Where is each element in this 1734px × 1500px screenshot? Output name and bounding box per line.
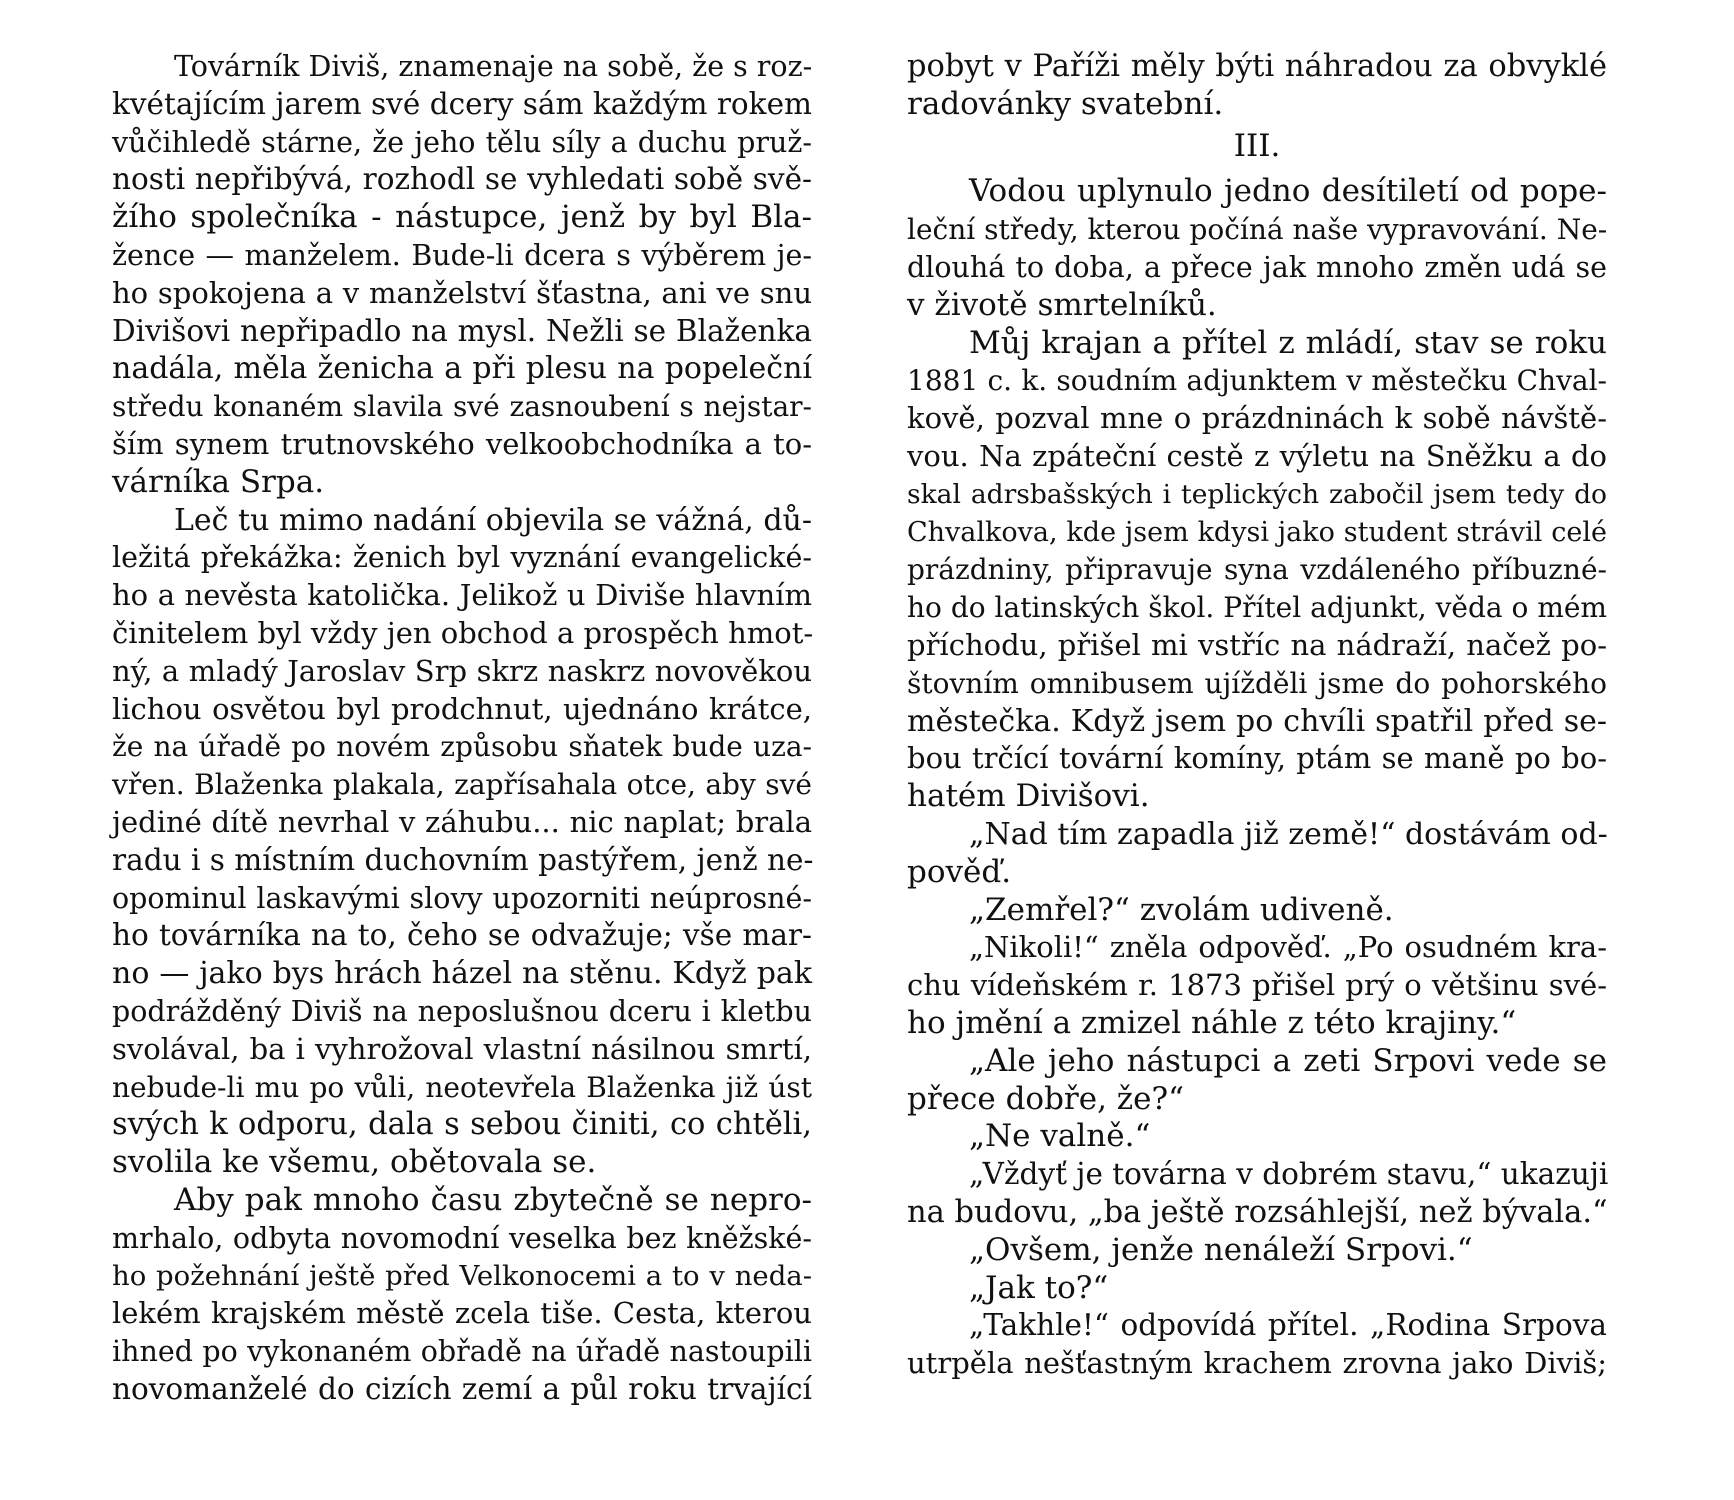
text-line: příchodu, přišel mi vstříc na nádraží, načež po- [907,627,1607,662]
text-line: „Ne valně.“ [969,1118,1151,1155]
text-line: Továrník Diviš, znamenaje na sobě, že s roz- [174,50,813,83]
text-line: „Vždyť je továrna v dobrém stavu,“ ukazuji [969,1157,1609,1192]
text-line: Vodou uplynulo jedno desítiletí od pope- [969,173,1607,210]
left-column [112,48,812,1409]
text-line: podrážděný Diviš na neposlušnou dceru i kletbu [112,994,812,1028]
text-line: ho spokojena a v manželství šťastna, ani ve snu [112,275,812,310]
text-line: no — jako bys hrách házel na stěnu. Když pak [112,956,812,992]
right-column [907,48,1607,1383]
text-line: bou trčící tovární komíny, ptám se maně po bo- [907,741,1607,776]
text-line: ho továrníka na to, čeho se odvažuje; vše mar- [112,918,812,953]
text-line: skal adrsbašských i teplických zabočil jsem tedy do [907,478,1607,510]
text-line: ležitá překážka: ženich byl vyznání evangelické- [112,541,812,575]
text-line: svých k odporu, dala s sebou činiti, co chtěli, [112,1107,812,1143]
text-line: ho požehnání ještě před Velkonocemi a to v neda- [112,1259,812,1292]
text-line: mrhalo, odbyta novomodní veselka bez kněžské- [112,1221,812,1255]
text-line: ho do latinských škol. Přítel adjunkt, věda o mém [907,591,1607,625]
text-line: Leč tu mimo nadání objevila se vážná, dů- [174,502,812,538]
text-line: „Ovšem, jenže nenáleží Srpovi.“ [969,1231,1473,1268]
text-line: vůčihledě stárne, že jeho tělu síly a duchu pruž- [112,125,812,159]
text-line: lichou osvětou byl prodchnut, ujednáno krátce, [112,691,812,726]
text-line: pověď. [907,853,1012,890]
text-line: „Jak to?“ [969,1269,1109,1306]
text-line: dlouhá to doba, a přece jak mnoho změn udá se [907,250,1607,284]
text-line: štovním omnibusem ujížděli jsme do pohorského [907,666,1607,700]
text-line: Chvalkova, kde jsem kdysi jako student strávil celé [907,516,1607,548]
text-line: činitelem byl vždy jen obchod a prospěch hmot- [112,615,814,650]
text-line: Můj krajan a přítel z mládí, stav se roku [969,324,1607,361]
text-line: přece dobře, že?“ [907,1080,1184,1117]
text-line: v životě smrtelníků. [907,286,1217,323]
text-line: radovánky svatební. [907,85,1224,122]
text-line: prázdniny, připravuje syna vzdáleného příbuzné- [907,553,1607,587]
text-line: lekém krajském městě zcela tiše. Cesta, kterou [112,1296,812,1331]
text-line: „Nad tím zapadla již země!“ dostávám od- [969,816,1608,852]
text-line: ším synem trutnovského velkoobchodníka a to- [112,426,812,461]
text-line: hatém Divišovi. [907,778,1150,815]
text-line: Divišovi nepřipadlo na mysl. Nežli se Blaženka [112,313,812,348]
text-line: utrpěla nešťastným krachem zrovna jako Diviš; [907,1346,1607,1381]
text-line: středu konaném slavila své zasnoubení s nejstar- [112,390,812,424]
text-line: leční středy, kterou počíná naše vypravování. Ne- [907,213,1608,247]
text-line: radu i s místním duchovním pastýřem, jenž ne- [112,842,814,877]
text-line: vou. Na zpáteční cestě z výletu na Sněžku a do [907,438,1607,473]
text-line: chu vídeňském r. 1873 přišel prý o většinu své- [907,968,1607,1003]
text-line: ho jmění a zmizel náhle z této krajiny.“ [907,1004,1517,1041]
text-line: ný, a mladý Jaroslav Srp skrz naskrz novověkou [112,653,812,688]
text-line: nadála, měla ženicha a při plesu na popeleční [112,351,812,387]
chapter-heading: III. [1233,127,1281,164]
text-line: nosti nepřibývá, rozhodl se vyhledati sobě svě- [112,162,812,197]
text-line: Aby pak mnoho času zbytečně se nepro- [174,1181,812,1218]
text-line: svolila ke všemu, obětovala se. [112,1144,597,1181]
text-line: ho a nevěsta katolička. Jelikož u Diviše hlavním [112,578,812,613]
text-line: pobyt v Paříži měly býti náhradou za obvyklé [907,49,1607,84]
text-line: městečka. Když jsem po chvíli spatřil před se- [907,703,1607,739]
text-line: opominul laskavými slovy upozorniti neúprosné- [112,881,812,915]
text-line: žence — manželem. Bude-li dcera s výběrem je- [112,238,812,272]
text-line: žího společníka - nástupce, jenž by byl Bla- [112,199,812,236]
text-line: kvétajícím jarem své dcery sám každým rokem [112,86,812,121]
right-column-body [907,173,1607,1383]
right-column-continuation [907,48,1607,124]
text-line: že na úřadě po novém způsobu sňatek bude uza- [112,730,812,764]
text-line: várníka Srpa. [112,463,325,500]
text-line: „Nikoli!“ zněla odpověď. „Po osudném kra- [969,930,1607,965]
text-line: kově, pozval mne o prázdninách k sobě návště- [907,401,1607,436]
text-line: novomanželé do cizích zemí a půl roku trvající [112,1371,812,1406]
text-line: „Zemřel?“ zvolám udiveně. [969,891,1394,928]
text-line: nebude-li mu po vůli, neotevřela Blaženka již úst [112,1070,812,1104]
text-line: „Ale jeho nástupci a zeti Srpovi vede se [969,1042,1607,1079]
text-line: jediné dítě nevrhal v záhubu... nic naplat; brala [112,804,812,839]
text-line: 1881 c. k. soudním adjunktem v městečku Chval- [907,364,1607,398]
text-line: na budovu, „ba ještě rozsáhlejší, než bývala.“ [907,1194,1608,1230]
text-line: vřen. Blaženka plakala, zapřísahala otce, aby své [112,768,812,802]
text-line: ihned po vykonaném obřadě na úřadě nastoupili [112,1335,812,1369]
text-line: svolával, ba i vyhrožoval vlastní násilnou smrtí, [112,1031,812,1066]
text-line: „Takhle!“ odpovídá přítel. „Rodina Srpova [969,1308,1607,1343]
